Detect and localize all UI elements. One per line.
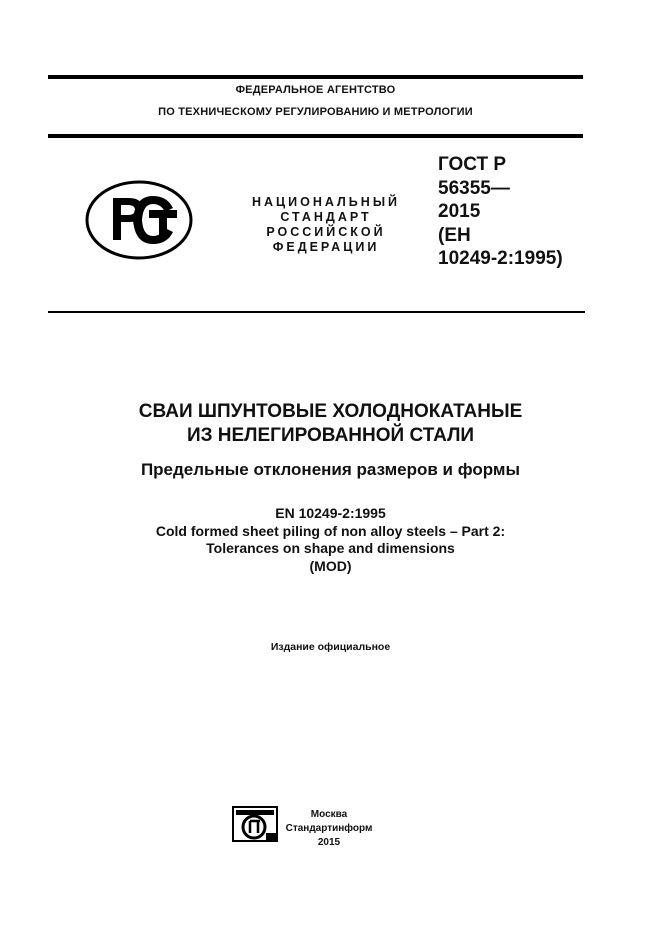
gost-number xyxy=(438,153,563,271)
national-line-1: НАЦИОНАЛЬНЫЙ xyxy=(251,195,401,209)
en-reference xyxy=(40,505,621,575)
rst-logo xyxy=(85,180,195,260)
publisher-year: 2015 xyxy=(317,837,341,848)
header-bottom-rule xyxy=(48,134,583,138)
gost-line-4: (ЕН xyxy=(438,224,471,246)
document-title xyxy=(40,400,621,448)
national-line-2: СТАНДАРТ xyxy=(280,210,372,224)
en-code: EN 10249-2:1995 xyxy=(275,505,386,521)
gost-line-3: 2015 xyxy=(438,201,481,222)
header-block-rule xyxy=(48,311,585,313)
national-line-3: РОССИЙСКОЙ xyxy=(266,225,386,239)
national-standard-label xyxy=(228,195,424,255)
agency-line-1: ФЕДЕРАЛЬНОЕ АГЕНТСТВО xyxy=(235,84,396,96)
top-rule xyxy=(48,75,583,79)
standartinform-logo-icon xyxy=(232,806,278,842)
publisher-name: Стандартинформ xyxy=(285,823,373,834)
publisher-city: Москва xyxy=(310,809,348,820)
edition-label: Издание официальное xyxy=(270,641,391,653)
publisher-info xyxy=(284,808,374,850)
national-line-4: ФЕДЕРАЦИИ xyxy=(272,240,380,254)
en-title-line-1: Cold formed sheet piling of non alloy steels – Part 2: xyxy=(155,522,506,539)
document-subtitle: Предельные отклонения размеров и формы xyxy=(140,460,521,479)
title-line-1: СВАИ ШПУНТОВЫЕ ХОЛОДНОКАТАНЫЕ xyxy=(138,401,523,422)
agency-line-2: ПО ТЕХНИЧЕСКОМУ РЕГУЛИРОВАНИЮ И МЕТРОЛОГИИ xyxy=(158,106,473,118)
rst-logo-icon xyxy=(85,180,195,260)
title-line-2: ИЗ НЕЛЕГИРОВАННОЙ СТАЛИ xyxy=(186,425,475,446)
gost-line-2: 56355— xyxy=(438,177,510,199)
gost-line-1: ГОСТ Р xyxy=(438,154,507,175)
en-title-line-2: Tolerances on shape and dimensions xyxy=(206,540,455,556)
standartinform-logo xyxy=(232,806,278,842)
en-modification: (MOD) xyxy=(309,557,352,574)
gost-line-5: 10249-2:1995) xyxy=(438,248,563,269)
